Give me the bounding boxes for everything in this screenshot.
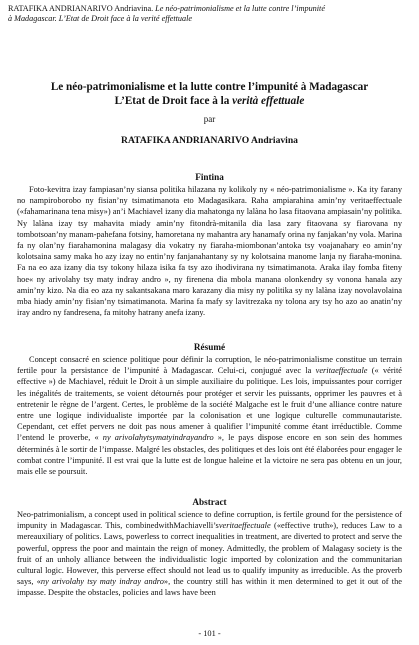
running-head [8,4,413,24]
fintina-heading: Fintina [195,172,224,182]
abstract-proverb: ny arivolahy tsy maty indray andro [40,577,164,587]
resume-text-part2: (« vérité effective ») de Machiavel, réduit le Droit à un simple auxiliaire du politique. Les lois, impuissantes pour corriger les inégalités de traitements, se voient détournés pour protéger et servir les puissants, opprimer les pauvres et à entretenir le règne de l’argent. Certes, le problème de la société Malgache est le fruit d’une alliance contre nature entre une logique individualiste importée par la colonisation et une logique culturelle communautariste. Cependant, cet effet pervers ne doit pas nous amener à qualifier l’impunité comme étant irréductible. Comme l’entend le proverbe, « [17,366,402,443]
fintina-paragraph: Foto-kevitra izay fampiasan’ny siansa politika hilazana ny kolikoly ny « néo-patrimonialisme ». Ka ity farany no nampiroborobo ny fisian’ny tsimatimanota eto Madagasikara. Raha ampiarahina amin’ny veritaeffectuale («fahamarinana tena misy») an’i Machiavel izany dia mahatonga ny lalàna ho lasa fitaovana ampiasain’ny politika. Ny lalàna izay tsy mahavita miady amin’ny fitondrà-mitanila dia lasa zary fitaovana sy fiarovana ny tombotsoan’ny manam-pahefana fotsiny, hamoretana ny mahantra ary hanamafy orina ny fanjakan’ny vola. Marina fa ny olan’ny fiarahamonina malagasy dia vokatry ny fiaraha-miombonan’antoka tsy voajanahary eo amin’ny kolotsaina samy maka ho azy izay no entin’ny fanjanahantany sy ny kolotsaina manome lanja ny fiaraha-monina. Fa na eo aza izany dia tsy tokony hilaza isika fa tsy azo ihodivirana ny tsimatimanota. Araka ilay fomba fiteny hoe« ny arivolahy tsy maty indray andro », ny firenena dia mbola manana olonkendry sy vonona hanala azy amin’ny kizo. Na dia eo aza ny sakantsakana maro karazany dia misy ny politika sy ny lalàna izay novolavolaina mba hiady amin’ny fisian’ny tsimatimanota. Marina fa mafy sy lavitrezaka ny tolona ary tsy ho azo ao anatin’ny iray andro ny fandresena, fa mitohy hatrany anefa izany. [17,185,402,318]
page-number: - 101 - [198,629,221,638]
resume-italic-term: veritaeffectuale [315,366,368,376]
resume-proverb: ny arivolahytsymatyindrayandro [102,433,214,443]
resume-heading: Résumé [193,342,226,352]
article-author: RATAFIKA ANDRIANARIVO Andriavina [121,135,298,146]
abstract-heading: Abstract [192,497,227,507]
article-title-line2 [0,94,419,108]
resume-text-part1: Concept consacré en science politique pour définir la corruption, le néo-patrimonialisme constitue un terrain fertile pour la persistance de l’impunité à Madagascar. Celui-ci, conjugué avec la [17,355,402,376]
running-head-title-part1: Le néo-patrimonialisme et la lutte contre l’impunité [155,4,325,13]
article-title-line2-italic: verità effettuale [232,95,305,107]
resume-paragraph [17,354,402,477]
resume-text-part3: », le pays dispose encore en son sein des hommes déterminés à le sortir de l’impasse. Malgré les obstacles, des politiques et des lois ont été élaborées pour engager le combat contre l’impunité. Il est vrai que la lutte est de longue haleine et la victoire ne sera pas obtenu en un jour, mais elle se poursuit. [17,433,402,477]
abstract-paragraph [17,509,402,599]
byline-par: par [203,114,216,124]
running-head-title-part2: à Madagascar. L’Etat de Droit face à la verité effettuale [8,14,193,23]
article-title-line1: Le néo-patrimonialisme et la lutte contre l’impunité à Madagascar [50,81,369,93]
abstract-text-part1: Neo-patrimonialism, a concept used in political science to define corruption, is fertile ground for the persistence of impunity in Madagascar. This, combinedwithMachiavelli’s [17,510,402,531]
article-title-line2-prefix: L’Etat de Droit face à la [114,95,233,107]
abstract-text-part3: », the country still has within it men determined to get it out of the impasse. Despite the obstacles, policies and laws have been [17,577,403,598]
title-block [0,80,419,147]
abstract-italic-term: veritaeffectuale [218,521,271,531]
abstract-text-part2: («effective truth»), reduces Law to a mereauxiliary of politics. Laws, powerless to correct inequalities in treatment, are diverted to protect and serve the powerful, oppress the poor and maintain the reign of money. Admittedly, the problem of Malagasy society is the fruit of an unholy alliance between the individualistic logic imported by colonization and the communitarian cultural logic. However, this perverse effect should not lead us to qualify impunity as irreducible. As the proverb says, « [17,521,402,587]
running-head-author: RATAFIKA ANDRIANARIVO Andriavina. [8,4,154,13]
